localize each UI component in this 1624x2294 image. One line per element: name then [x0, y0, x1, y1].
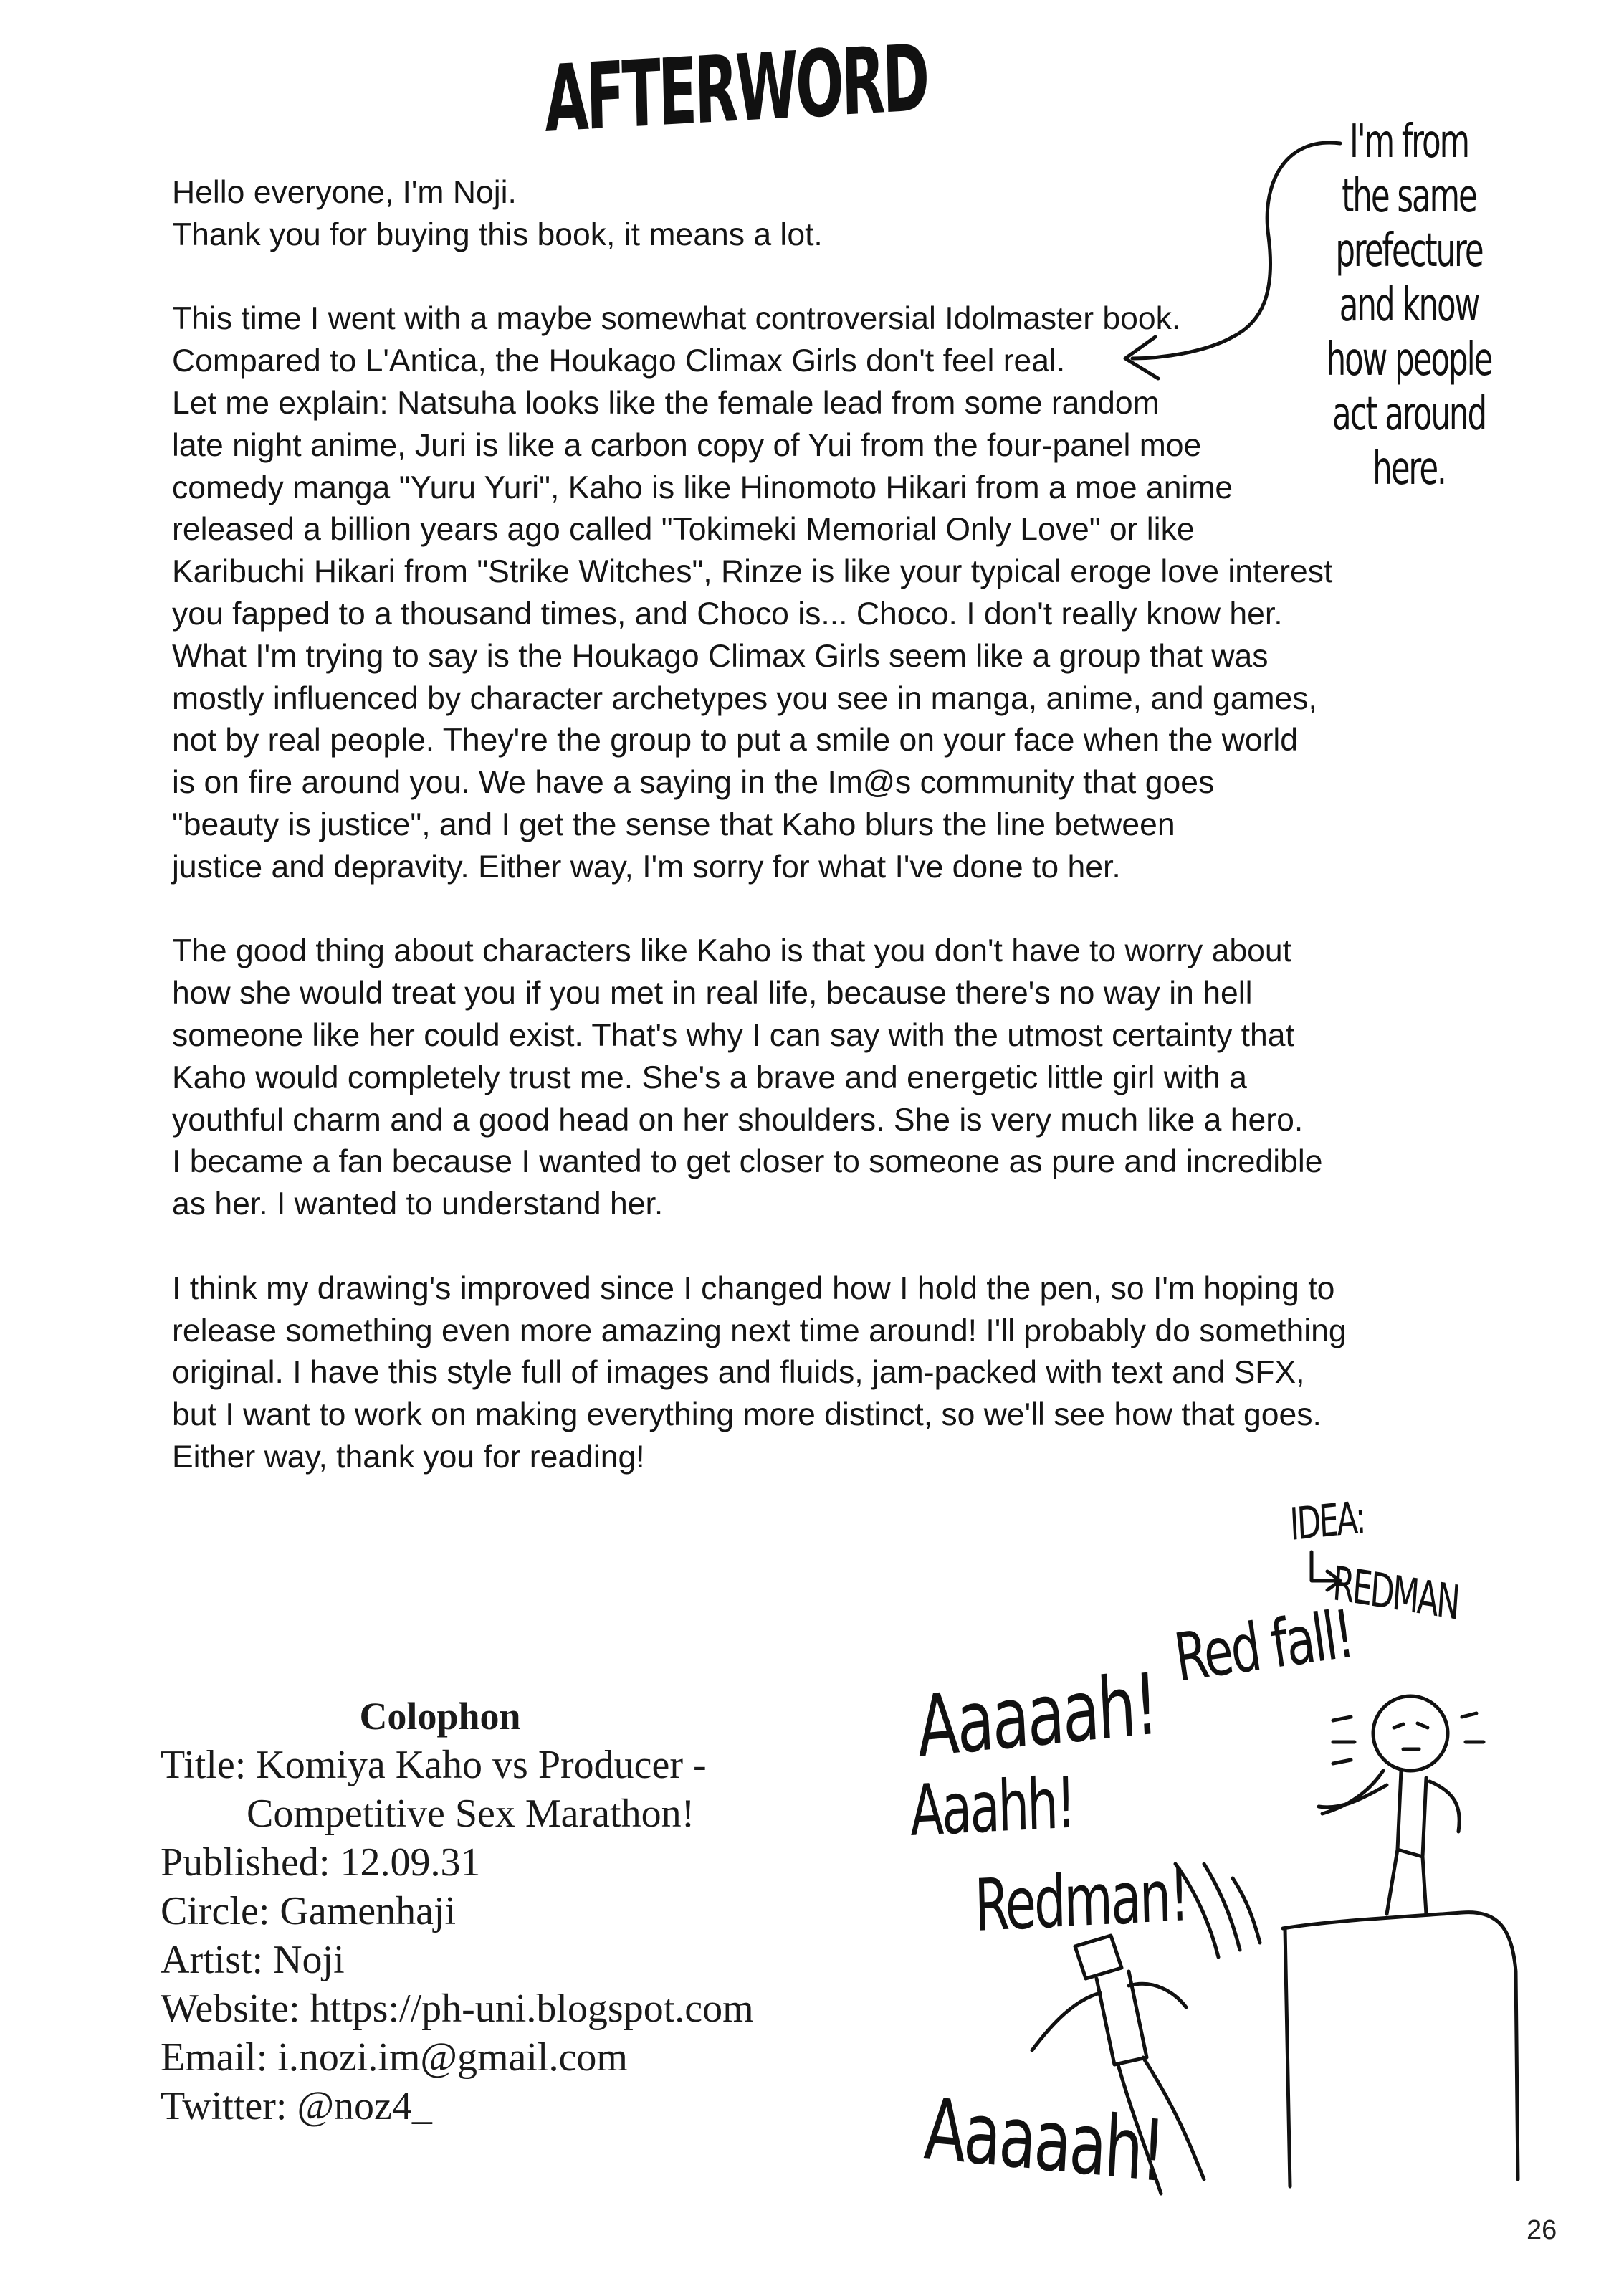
margin-note-line: the same: [1342, 170, 1476, 223]
text-line: youthful charm and a good head on her shoulders. She is very much like a hero.: [172, 1102, 1304, 1138]
text-line: Karibuchi Hikari from "Strike Witches", Rinze is like your typical eroge love interest: [172, 554, 1333, 590]
margin-note: [1280, 115, 1538, 496]
colophon-email: Email: i.nozi.im@gmail.com: [161, 2035, 628, 2080]
colophon-twitter: Twitter: @noz4_: [161, 2084, 432, 2128]
text-line: What I'm trying to say is the Houkago Climax Girls seem like a group that was: [172, 638, 1269, 674]
text-line: how she would treat you if you met in real life, because there's no way in hell: [172, 976, 1253, 1012]
sfx-aaaaah-bottom: Aaaaah!: [922, 2079, 1166, 2202]
text-line: but I want to work on making everything more distinct, so we'll see how that goes.: [172, 1397, 1322, 1433]
text-line: release something even more amazing next time around! I'll probably do something: [172, 1313, 1347, 1348]
fall-arm-right: [1129, 1984, 1186, 2007]
text-line: comedy manga "Yuru Yuri", Kaho is like Hinomoto Hikari from a moe anime: [172, 470, 1233, 505]
margin-note-line: here.: [1372, 442, 1446, 495]
cliff-side: [1285, 1928, 1290, 2186]
figure-arm: [1319, 1785, 1387, 1807]
text-line: Hello everyone, I'm Noji.: [172, 175, 517, 210]
text-line: released a billion years ago called "Tokimeki Memorial Only Love" or like: [172, 512, 1195, 548]
colophon-artist: Artist: Noji: [161, 1938, 345, 1982]
motion-lines: [1175, 1864, 1260, 1957]
page-number: 26: [1527, 2215, 1557, 2245]
sfx-idea-redman: REDMAN: [1331, 1556, 1461, 1631]
speed-lines: [1333, 1713, 1484, 1764]
sfx-redman: Redman!: [973, 1853, 1189, 1948]
colophon-published: Published: 12.09.31: [161, 1840, 481, 1885]
text-line: original. I have this style full of images and fluids, jam-packed with text and SFX,: [172, 1355, 1305, 1391]
text-line: The good thing about characters like Kaho is that you don't have to worry about: [172, 933, 1292, 969]
text-line: I think my drawing's improved since I changed how I hold the pen, so I'm hoping to: [172, 1270, 1335, 1306]
figure-arm-right: [1430, 1781, 1459, 1832]
margin-note-line: and know: [1339, 279, 1479, 332]
text-line: not by real people. They're the group to put a smile on your face when the world: [172, 723, 1299, 758]
text-line: as her. I wanted to understand her.: [172, 1186, 664, 1222]
margin-note-line: I'm from: [1350, 115, 1468, 168]
text-line: Compared to L'Antica, the Houkago Climax Girls don't feel real.: [172, 343, 1066, 379]
paragraph-closing: [172, 1268, 1405, 1479]
text-line: Either way, thank you for reading!: [172, 1439, 645, 1475]
figure-scarf: [1322, 1771, 1383, 1814]
figure-head: [1373, 1696, 1448, 1771]
fall-body: [1097, 1971, 1147, 2065]
colophon-title-cont: Competitive Sex Marathon!: [247, 1791, 695, 1836]
text-line: someone like her could exist. That's why I can say with the utmost certainty that: [172, 1017, 1294, 1053]
paragraph-greeting: [172, 172, 1405, 257]
text-line: "beauty is justice", and I get the sense that Kaho blurs the line between: [172, 806, 1175, 842]
paragraph-kaho: [172, 931, 1405, 1226]
sfx-idea: IDEA:: [1289, 1490, 1365, 1551]
colophon: [161, 1692, 877, 2131]
text-line: I became a fan because I wanted to get closer to someone as pure and incredible: [172, 1144, 1323, 1180]
figure-eyes: [1394, 1723, 1428, 1728]
figure-legs: [1387, 1850, 1426, 1914]
text-line: mostly influenced by character archetypes you see in manga, anime, and games,: [172, 680, 1317, 716]
text-line: Thank you for buying this book, it means a lot.: [172, 216, 823, 252]
margin-note-line: how people: [1326, 333, 1492, 386]
margin-note-line: prefecture: [1335, 224, 1483, 277]
text-line: is on fire around you. We have a saying in the Im@s community that goes: [172, 765, 1215, 801]
text-line: Kaho would completely trust me. She's a brave and energetic little girl with a: [172, 1060, 1248, 1095]
text-line: late night anime, Juri is like a carbon copy of Yui from the four-panel moe: [172, 427, 1202, 463]
sfx-aaahh: Aaahh!: [909, 1762, 1075, 1852]
fall-arm-left: [1032, 1993, 1100, 2050]
sfx-red-fall: Red fall!: [1170, 1595, 1357, 1697]
figure-body: [1398, 1771, 1426, 1857]
colophon-circle: Circle: Gamenhaji: [161, 1889, 457, 1933]
margin-note-line: act around: [1332, 388, 1486, 441]
text-line: This time I went with a maybe somewhat controversial Idolmaster book.: [172, 301, 1181, 337]
colophon-website: Website: https://ph-uni.blogspot.com: [161, 1986, 754, 2031]
text-line: justice and depravity. Either way, I'm sorry for what I've done to her.: [172, 849, 1121, 885]
text-line: Let me explain: Natsuha looks like the female lead from some random: [172, 385, 1160, 421]
paragraph-explanation: [172, 298, 1405, 888]
cliff-edge: [1283, 1913, 1518, 2179]
sfx-aaaaah: Aaaaah!: [914, 1654, 1159, 1776]
text-line: you fapped to a thousand times, and Choco is... Choco. I don't really know her.: [172, 596, 1283, 632]
colophon-title: Title: Komiya Kaho vs Producer -: [161, 1743, 707, 1787]
afterword-body: [172, 172, 1405, 1521]
colophon-heading: Colophon: [359, 1695, 521, 1738]
redman-figure-top: [1319, 1696, 1484, 1914]
page-title: AFTERWORD: [543, 25, 928, 153]
